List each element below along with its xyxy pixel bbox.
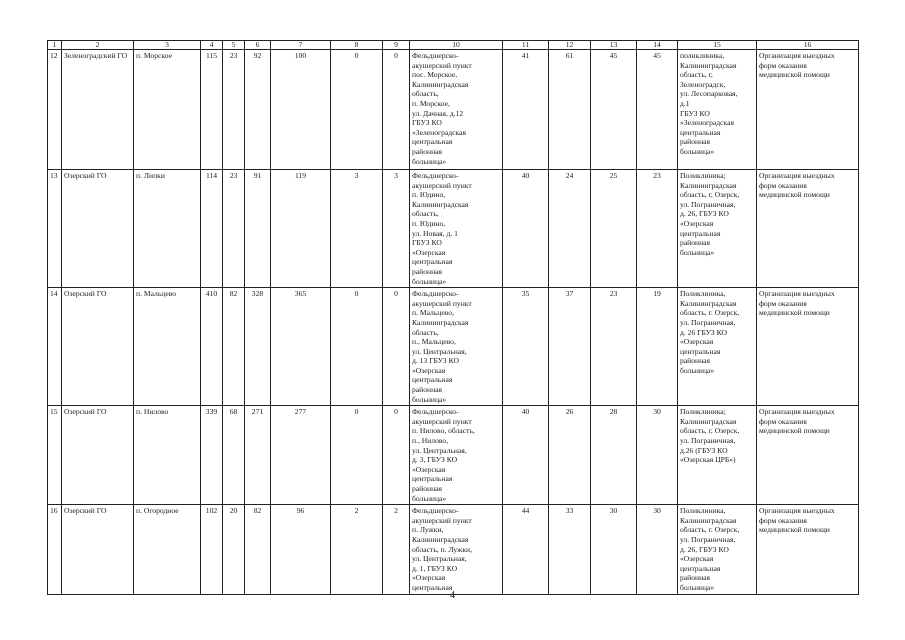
value-cell: 119 [271,170,331,288]
facility-cell: Фельдшерско- акушерский пункт пос. Морское, Калининградская область, п. Морское, ул. Дачная, д.12 ГБУЗ КО «Зеленоградская центральная районная больница» [410,50,503,170]
value-cell: 30 [637,406,678,505]
value-cell: 115 [201,50,223,170]
value-cell: 28 [591,406,637,505]
value-cell: 339 [201,406,223,505]
column-number: 7 [271,41,331,50]
value-cell: 0 [331,288,383,406]
value-cell: 25 [591,170,637,288]
district-cell: Зеленоградский ГО [62,50,134,170]
value-cell: 30 [591,505,637,594]
organization-cell: Организация выездных форм оказания медицинской помощи [757,406,859,505]
value-cell: 23 [223,50,245,170]
column-number: 4 [201,41,223,50]
value-cell: 0 [383,50,410,170]
settlement-cell: п. Морское [134,50,201,170]
value-cell: 40 [503,406,549,505]
settlement-cell: п. Огородное [134,505,201,594]
value-cell: 82 [223,288,245,406]
settlement-cell: п. Липки [134,170,201,288]
value-cell: 37 [549,288,591,406]
value-cell: 114 [201,170,223,288]
column-number: 16 [757,41,859,50]
value-cell: 41 [503,50,549,170]
table-row [48,505,859,594]
table-row [48,170,859,288]
value-cell: 23 [223,170,245,288]
clinic-cell: Поликлиника; Калининградская область, г, Озерск, ул. Пограничная, д.26 (ГБУЗ КО «Озерская ЦРБ») [678,406,757,505]
row-number: 16 [48,505,62,594]
value-cell: 0 [383,288,410,406]
value-cell: 44 [503,505,549,594]
column-number: 13 [591,41,637,50]
column-number: 5 [223,41,245,50]
value-cell: 0 [383,406,410,505]
value-cell: 33 [549,505,591,594]
value-cell: 0 [331,406,383,505]
district-cell: Озерский ГО [62,505,134,594]
value-cell: 277 [271,406,331,505]
value-cell: 45 [637,50,678,170]
value-cell: 20 [223,505,245,594]
column-number: 1 [48,41,62,50]
value-cell: 102 [201,505,223,594]
value-cell: 328 [245,288,271,406]
clinic-cell: поликлиника, Калининградская область, г, Зеленоградск, ул. Лесопарковая, д.1 ГБУЗ КО «Зеленоградская центральная районная больница» [678,50,757,170]
facility-cell: Фельдшерско- акушерский пункт п. Юдино, Калининградская область, п. Юдино, ул. Новая, д. 1 ГБУЗ КО «Озерская центральная районная больница» [410,170,503,288]
value-cell: 365 [271,288,331,406]
facility-cell: Фельдшерско- акушерский пункт п. Мальцево, Калининградская область, п., Мальцево, ул. Центральная, д. 13 ГБУЗ КО «Озерская центральная районная больница» [410,288,503,406]
settlement-cell: п. Нилово [134,406,201,505]
row-number: 15 [48,406,62,505]
value-cell: 23 [637,170,678,288]
organization-cell: Организация выездных форм оказания медицинской помощи [757,505,859,594]
data-table [47,40,859,595]
value-cell: 91 [245,170,271,288]
settlement-cell: п. Мальцево [134,288,201,406]
value-cell: 61 [549,50,591,170]
value-cell: 26 [549,406,591,505]
table-row [48,288,859,406]
column-number: 2 [62,41,134,50]
column-number: 15 [678,41,757,50]
organization-cell: Организация выездных форм оказания медицинской помощи [757,50,859,170]
value-cell: 3 [331,170,383,288]
organization-cell: Организация выездных форм оказания медицинской помощи [757,170,859,288]
clinic-cell: Поликлиника; Калининградская область, г, Озерск, ул. Пограничная, д. 26, ГБУЗ КО «Озерская центральная районная больница» [678,170,757,288]
value-cell: 0 [331,50,383,170]
table-row [48,406,859,505]
value-cell: 68 [223,406,245,505]
value-cell: 23 [591,288,637,406]
value-cell: 100 [271,50,331,170]
table-row [48,50,859,170]
district-cell: Озерский ГО [62,288,134,406]
column-number: 14 [637,41,678,50]
page-number: 4 [450,590,455,601]
row-number: 12 [48,50,62,170]
column-number: 3 [134,41,201,50]
value-cell: 45 [591,50,637,170]
value-cell: 271 [245,406,271,505]
district-cell: Озерский ГО [62,170,134,288]
facility-cell: Фельдшерско- акушерский пункт п. Нилово, область, п., Нилово, ул. Центральная, д. 3, ГБУЗ КО «Озерская центральная районная больница» [410,406,503,505]
column-number-row [48,41,859,50]
row-number: 13 [48,170,62,288]
column-number: 11 [503,41,549,50]
row-number: 14 [48,288,62,406]
clinic-cell: Поликлиника, Калининградская область, г. Озерск, ул. Пограничная, д. 26 ГБУЗ КО «Озерская центральная районная больница» [678,288,757,406]
column-number: 6 [245,41,271,50]
value-cell: 82 [245,505,271,594]
value-cell: 35 [503,288,549,406]
value-cell: 40 [503,170,549,288]
column-number: 8 [331,41,383,50]
clinic-cell: Поликлиника, Калининградская область, г. Озерск, ул. Пограничная, д. 26, ГБУЗ КО «Озерская центральная районная больница» [678,505,757,594]
column-number: 10 [410,41,503,50]
organization-cell: Организация выездных форм оказания медицинской помощи [757,288,859,406]
facility-cell: Фельдшерско- акушерский пункт п. Лужки, Калининградская область, п. Лужки, ул. Центральная, д. 1, ГБУЗ КО «Озерская центральная [410,505,503,594]
value-cell: 30 [637,505,678,594]
value-cell: 2 [383,505,410,594]
column-number: 12 [549,41,591,50]
value-cell: 3 [383,170,410,288]
column-number: 9 [383,41,410,50]
value-cell: 24 [549,170,591,288]
value-cell: 2 [331,505,383,594]
district-cell: Озерский ГО [62,406,134,505]
value-cell: 410 [201,288,223,406]
value-cell: 19 [637,288,678,406]
value-cell: 96 [271,505,331,594]
value-cell: 92 [245,50,271,170]
